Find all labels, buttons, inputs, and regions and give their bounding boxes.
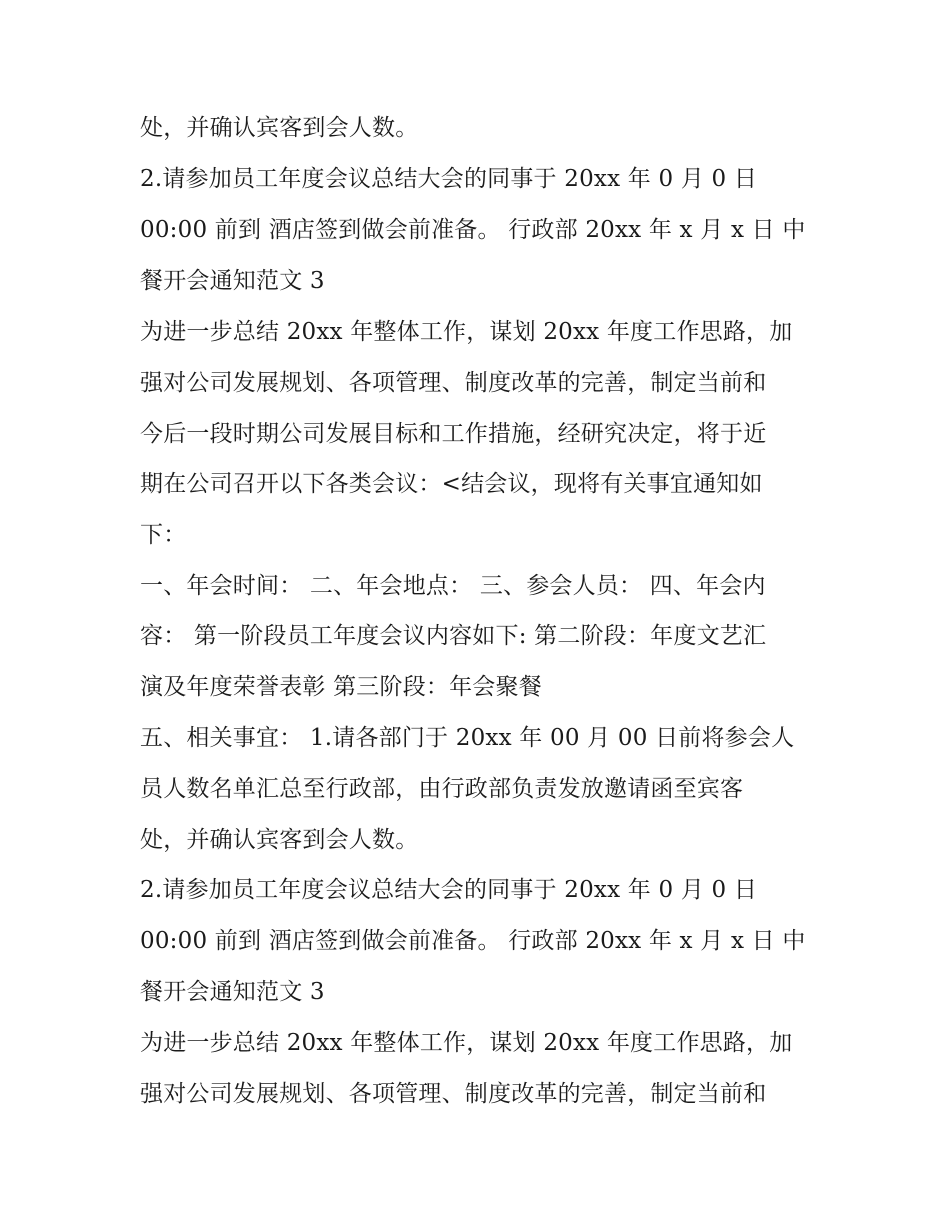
- text-line: 演及年度荣誉表彰 第三阶段：年会聚餐: [140, 674, 542, 700]
- text-line: 今后一段时期公司发展目标和工作措施，经研究决定，将于近: [140, 421, 767, 447]
- text-line: 00:00 前到 酒店签到做会前准备。 行政部 20xx 年 x 月 x 日 中: [140, 928, 806, 954]
- text-line: 为进一步总结 20xx 年整体工作，谋划 20xx 年度工作思路，加: [140, 1030, 793, 1056]
- text-line: 员人数名单汇总至行政部，由行政部负责发放邀请函至宾客: [140, 776, 744, 802]
- text-line: 处，并确认宾客到会人数。: [140, 115, 419, 141]
- text-line: 00:00 前到 酒店签到做会前准备。 行政部 20xx 年 x 月 x 日 中: [140, 217, 806, 243]
- text-line: 2.请参加员工年度会议总结大会的同事于 20xx 年 0 月 0 日: [140, 877, 758, 903]
- text-line: 为进一步总结 20xx 年整体工作，谋划 20xx 年度工作思路，加: [140, 319, 793, 345]
- text-line: 容： 第一阶段员工年度会议内容如下: 第二阶段：年度文艺汇: [140, 623, 767, 649]
- text-line: 五、相关事宜： 1.请各部门于 20xx 年 00 月 00 日前将参会人: [140, 725, 795, 751]
- text-line: 强对公司发展规划、各项管理、制度改革的完善，制定当前和: [140, 1081, 767, 1107]
- text-line: 下：: [140, 522, 187, 548]
- text-line: 处，并确认宾客到会人数。: [140, 827, 419, 853]
- text-line: 期在公司召开以下各类会议：<结会议，现将有关事宜通知如: [140, 471, 763, 497]
- text-line: 2.请参加员工年度会议总结大会的同事于 20xx 年 0 月 0 日: [140, 166, 758, 192]
- text-line: 餐开会通知范文 3: [140, 268, 325, 294]
- text-line: 一、年会时间： 二、年会地点： 三、参会人员： 四、年会内: [140, 573, 766, 599]
- text-line: 餐开会通知范文 3: [140, 979, 325, 1005]
- text-line: 强对公司发展规划、各项管理、制度改革的完善，制定当前和: [140, 370, 767, 396]
